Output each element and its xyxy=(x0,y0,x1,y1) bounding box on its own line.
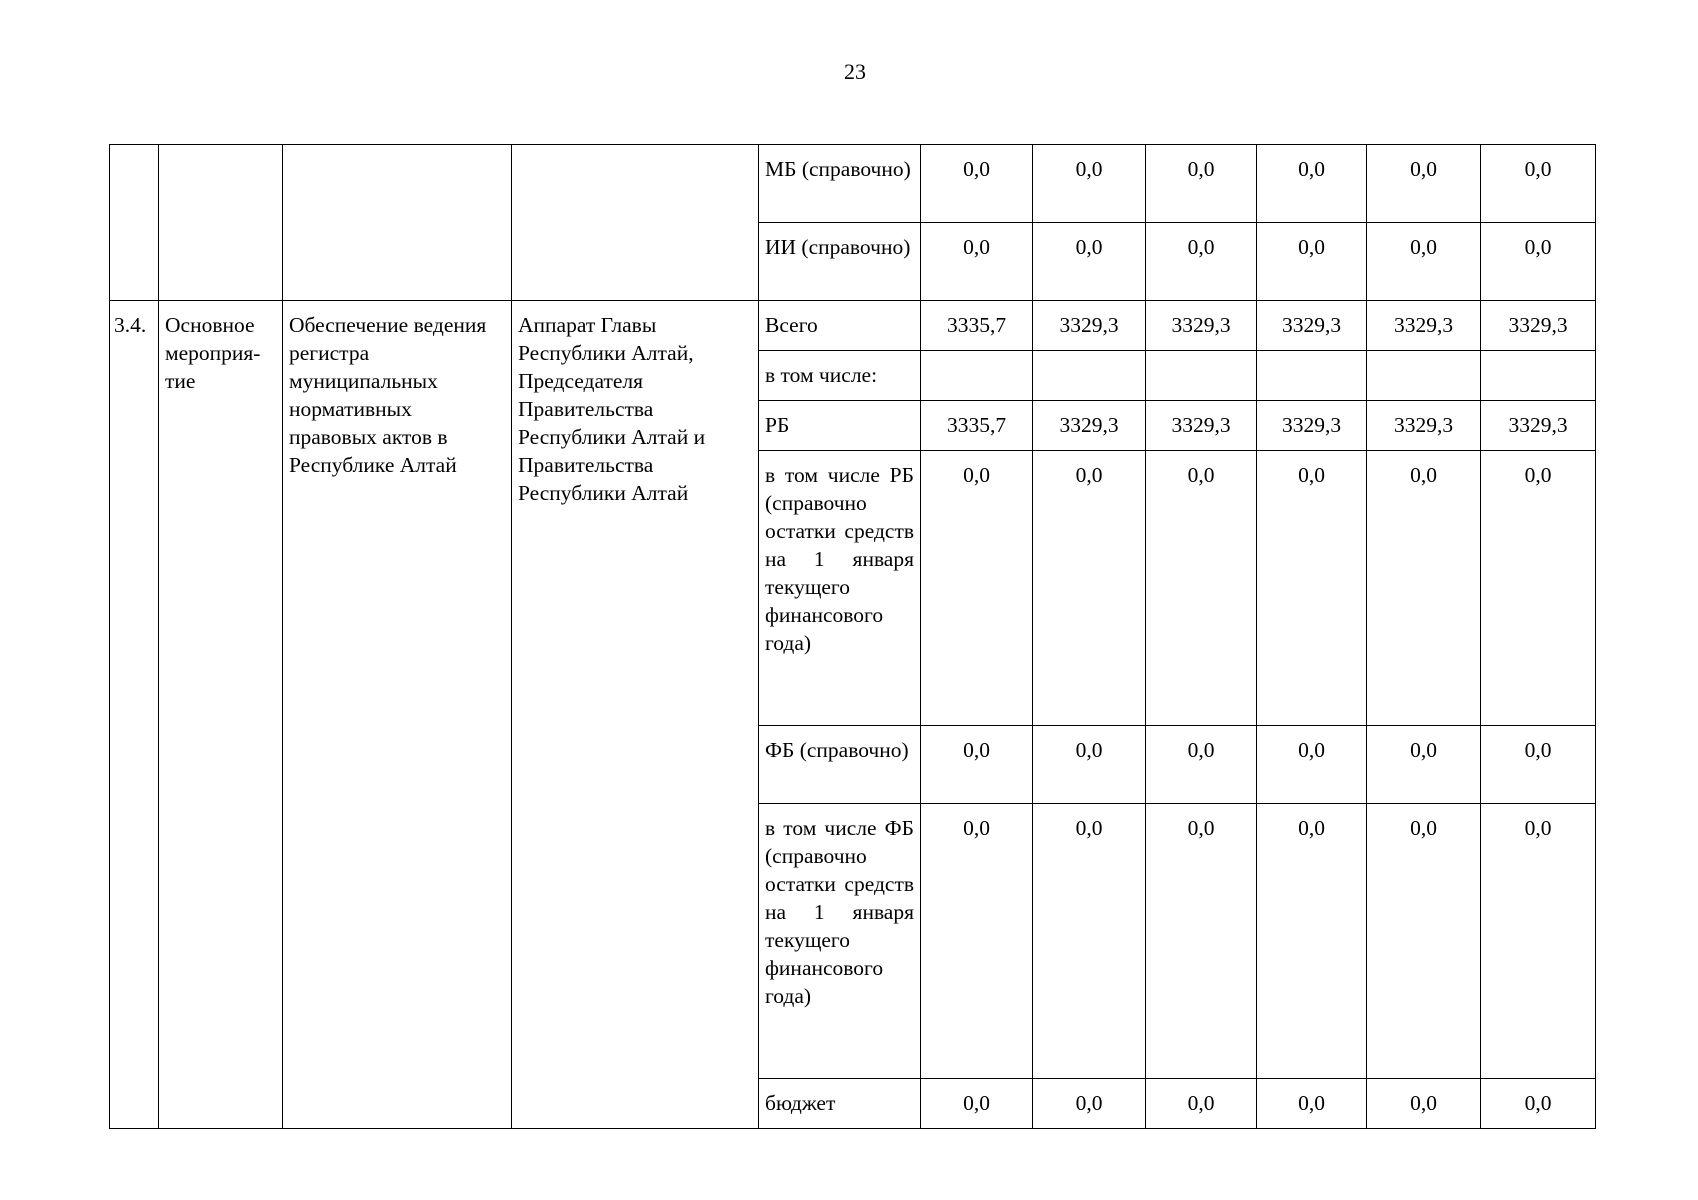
value-cell: 0,0 xyxy=(1146,1079,1257,1129)
value-cell: 0,0 xyxy=(1481,726,1596,804)
value-cell: 0,0 xyxy=(1033,726,1146,804)
value-cell: 3329,3 xyxy=(1367,401,1481,451)
value-cell: 0,0 xyxy=(1481,223,1596,301)
value-cell: 0,0 xyxy=(1481,145,1596,223)
funding-source-cell: в том числе: xyxy=(759,351,921,401)
funding-source-cell: ФБ (справочно) xyxy=(759,726,921,804)
value-cell: 0,0 xyxy=(1033,223,1146,301)
value-cell: 0,0 xyxy=(1146,726,1257,804)
empty-cell xyxy=(283,145,512,301)
activity-type: Основное мероприя-тие xyxy=(159,301,283,1129)
value-cell: 0,0 xyxy=(1257,1079,1367,1129)
value-cell: 0,0 xyxy=(921,451,1033,726)
value-cell: 0,0 xyxy=(1367,726,1481,804)
value-cell: 0,0 xyxy=(1257,726,1367,804)
value-cell: 0,0 xyxy=(1033,804,1146,1079)
value-cell: 0,0 xyxy=(1367,1079,1481,1129)
table-row xyxy=(110,145,1596,223)
value-cell: 0,0 xyxy=(921,726,1033,804)
value-cell: 3329,3 xyxy=(1146,301,1257,351)
value-cell: 0,0 xyxy=(1257,145,1367,223)
value-cell: 3335,7 xyxy=(921,401,1033,451)
value-cell: 0,0 xyxy=(1033,145,1146,223)
value-cell: 3329,3 xyxy=(1033,401,1146,451)
value-cell: 0,0 xyxy=(1146,804,1257,1079)
value-cell: 0,0 xyxy=(1367,804,1481,1079)
value-cell: 0,0 xyxy=(1146,451,1257,726)
value-cell: 0,0 xyxy=(921,804,1033,1079)
value-cell: 0,0 xyxy=(1481,451,1596,726)
budget-table xyxy=(109,144,1596,1129)
value-cell xyxy=(1257,351,1367,401)
value-cell xyxy=(1033,351,1146,401)
value-cell: 3329,3 xyxy=(1146,401,1257,451)
activity-executor: Аппарат Главы Республики Алтай, Председателя Правительства Республики Алтай и Правительства Республики Алтай xyxy=(512,301,759,1129)
funding-source-cell: Всего xyxy=(759,301,921,351)
value-cell: 0,0 xyxy=(921,145,1033,223)
value-cell: 0,0 xyxy=(921,1079,1033,1129)
value-cell: 3335,7 xyxy=(921,301,1033,351)
value-cell: 3329,3 xyxy=(1481,401,1596,451)
value-cell: 0,0 xyxy=(1367,223,1481,301)
value-cell xyxy=(1481,351,1596,401)
funding-source-cell: РБ xyxy=(759,401,921,451)
value-cell: 3329,3 xyxy=(1257,301,1367,351)
activity-name: Обеспечение ведения регистра муниципальных нормативных правовых актов в Республике Алтай xyxy=(283,301,512,1129)
funding-source-cell: ИИ (справочно) xyxy=(759,223,921,301)
value-cell: 0,0 xyxy=(1367,145,1481,223)
value-cell: 3329,3 xyxy=(1033,301,1146,351)
empty-cell xyxy=(110,145,159,301)
value-cell: 0,0 xyxy=(1481,804,1596,1079)
value-cell: 0,0 xyxy=(1257,804,1367,1079)
value-cell: 0,0 xyxy=(1146,223,1257,301)
value-cell: 3329,3 xyxy=(1257,401,1367,451)
value-cell: 0,0 xyxy=(1033,451,1146,726)
empty-cell xyxy=(512,145,759,301)
value-cell: 0,0 xyxy=(1367,451,1481,726)
empty-cell xyxy=(159,145,283,301)
value-cell: 0,0 xyxy=(921,223,1033,301)
value-cell: 0,0 xyxy=(1481,1079,1596,1129)
value-cell: 3329,3 xyxy=(1481,301,1596,351)
value-cell xyxy=(1146,351,1257,401)
value-cell: 0,0 xyxy=(1257,451,1367,726)
page-number: 23 xyxy=(844,59,866,84)
table-row xyxy=(110,301,1596,351)
value-cell: 3329,3 xyxy=(1367,301,1481,351)
funding-source-cell: МБ (справочно) xyxy=(759,145,921,223)
value-cell: 0,0 xyxy=(1146,145,1257,223)
value-cell xyxy=(921,351,1033,401)
value-cell xyxy=(1367,351,1481,401)
value-cell: 0,0 xyxy=(1257,223,1367,301)
funding-source-cell: бюджет xyxy=(759,1079,921,1129)
funding-source-cell: в том числе РБ (справочно остатки средств на 1 января текущего финансового года) xyxy=(759,451,921,726)
activity-number: 3.4. xyxy=(110,301,159,1129)
value-cell: 0,0 xyxy=(1033,1079,1146,1129)
funding-source-cell: в том числе ФБ (справочно остатки средств на 1 января текущего финансового года) xyxy=(759,804,921,1079)
